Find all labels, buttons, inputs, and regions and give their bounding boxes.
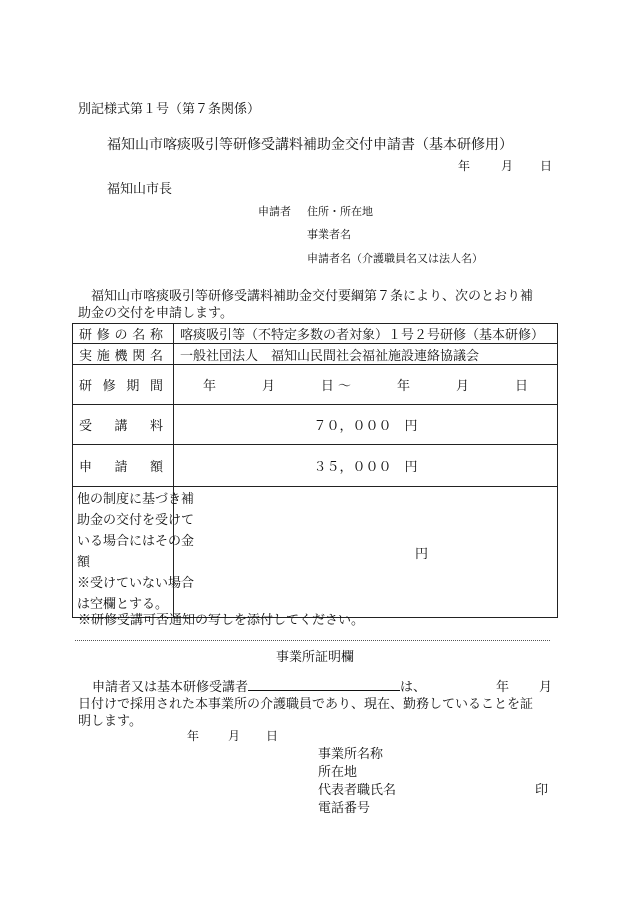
table-row (73, 487, 558, 618)
date-year: 年 (458, 159, 471, 173)
amount-label: 申 請 額 (73, 445, 174, 487)
dotted-divider (75, 640, 550, 641)
table-row (73, 324, 558, 344)
cert-line1-month: 月 (539, 680, 553, 695)
training-name-value: 喀痰吸引等（不特定多数の者対象）１号２号研修（基本研修） (174, 324, 558, 344)
applicant-business-label: 事業者名 (307, 228, 351, 241)
organizer-label: 実 施 機 関 名 (73, 344, 174, 365)
seal-mark: 印 (535, 783, 549, 798)
page-title: 福知山市喀痰吸引等研修受講料補助金交付申請書（基本研修用） (107, 137, 513, 153)
employee-name-blank[interactable] (248, 676, 400, 691)
date-month: 月 (501, 159, 514, 173)
cert-date-day: 日 (266, 729, 279, 743)
fee-value: ７０，０００ 円 (174, 405, 558, 445)
cert-line2: 日付けで採用された本事業所の介護職員であり、現在、勤務していることを証 (78, 697, 534, 712)
office-address-label: 所在地 (318, 765, 358, 780)
application-table (72, 323, 558, 618)
applicant-address-label: 住所・所在地 (307, 205, 373, 218)
table-row (73, 445, 558, 487)
form-number: 別記様式第１号（第７条関係） (78, 102, 261, 117)
other-subsidy-value: 円 (174, 487, 558, 618)
fee-label: 受 講 料 (73, 405, 174, 445)
intro-text: 福知山市喀痰吸引等研修受講料補助金交付要綱第７条により、次のとおり補 助金の交付を申請します。 (78, 289, 534, 321)
date-day: 日 (540, 159, 553, 173)
applicant-name-label: 申請者名（介護職員名又は法人名） (307, 252, 483, 265)
other-subsidy-label: 他の制度に基づき補 助金の交付を受けて いる場合にはその金 額 ※受けていない場合 は空欄とする。 (73, 487, 174, 618)
attachment-note: ※研修受講可否通知の写しを添付してください。 (78, 613, 365, 628)
cert-title: 事業所証明欄 (276, 650, 355, 665)
period-value: 年 月 日 〜 年 月 日 (174, 365, 558, 405)
cert-line3: 明します。 (78, 714, 142, 729)
cert-date-year: 年 (187, 729, 200, 743)
office-name-label: 事業所名称 (318, 747, 384, 762)
cert-line1: 申請者又は基本研修受講者 は、 (92, 676, 426, 695)
phone-label: 電話番号 (318, 801, 371, 816)
addressee: 福知山市長 (107, 182, 173, 197)
organizer-value: 一般社団法人 福知山民間社会福祉施設連絡協議会 (174, 344, 558, 365)
representative-label: 代表者職氏名 (318, 783, 397, 798)
period-label: 研 修 期 間 (73, 365, 174, 405)
training-name-label: 研 修 の 名 称 (73, 324, 174, 344)
table-row (73, 344, 558, 365)
applicant-label: 申請者 (258, 205, 291, 218)
cert-line1-year: 年 (496, 680, 510, 695)
amount-value: ３５，０００ 円 (174, 445, 558, 487)
table-row (73, 365, 558, 405)
cert-date-month: 月 (228, 729, 241, 743)
table-row (73, 405, 558, 445)
